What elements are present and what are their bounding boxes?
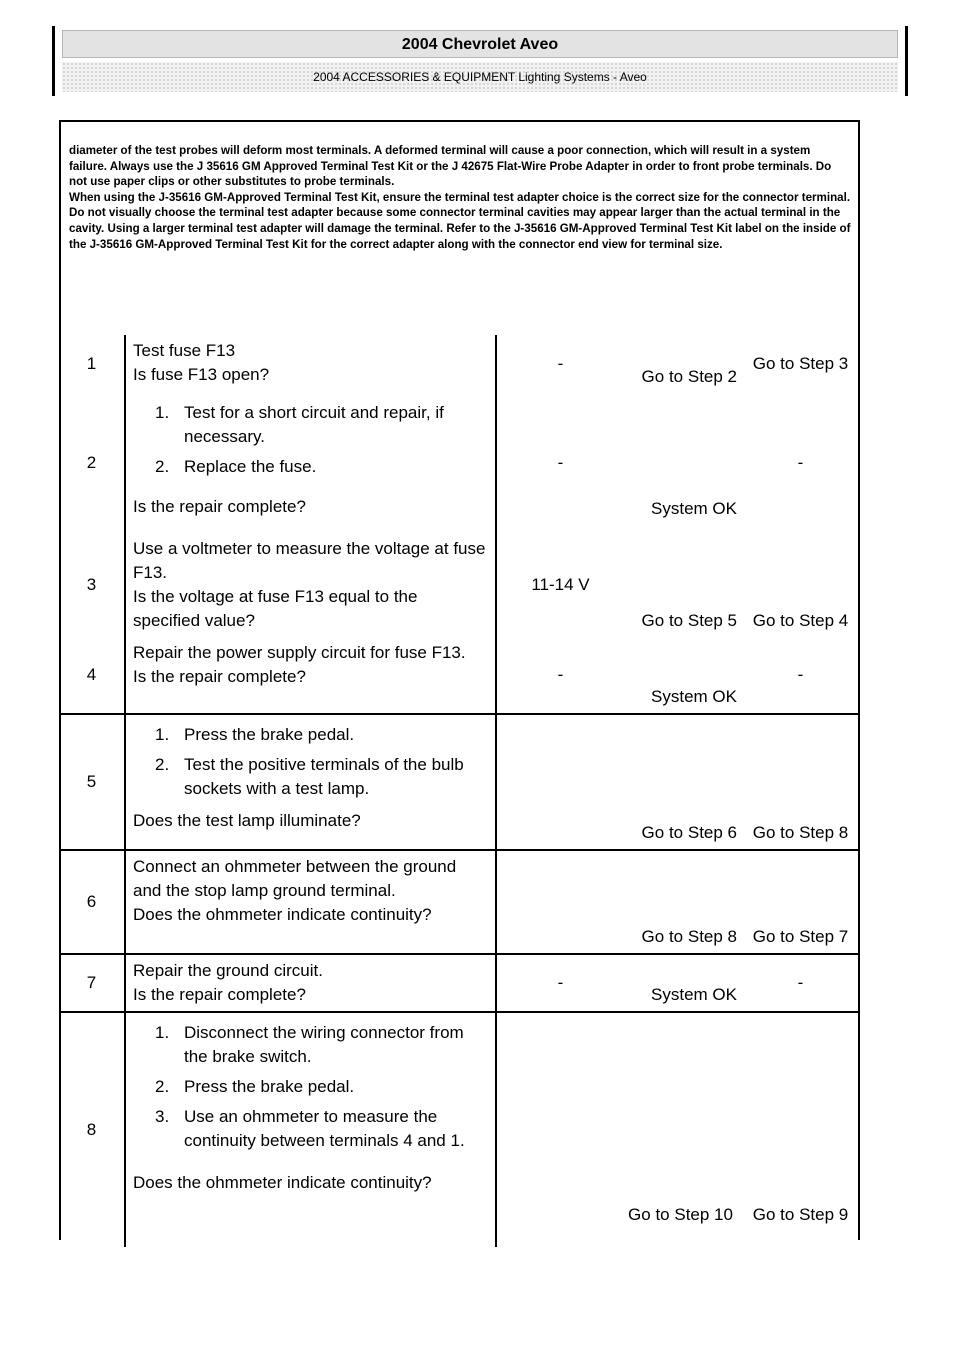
action-question: Does the test lamp illuminate?	[133, 811, 361, 830]
action-line: Use a voltmeter to measure the voltage at fuse F13.	[133, 539, 486, 582]
step-action	[125, 850, 496, 954]
table-row	[59, 714, 860, 850]
step-number: 5	[59, 714, 125, 850]
diagnostic-table	[59, 335, 860, 1247]
step-number: 3	[59, 533, 125, 637]
step-value	[496, 714, 624, 850]
table-row	[59, 954, 860, 1012]
step-yes: Go to Step 10	[624, 1012, 741, 1247]
action-line: Connect an ohmmeter between the ground and the stop lamp ground terminal.	[133, 857, 457, 900]
table-row	[59, 637, 860, 714]
list-item: 3. Use an ohmmeter to measure the continuity between terminals 4 and 1.	[155, 1107, 465, 1150]
step-number: 2	[59, 393, 125, 533]
action-list	[133, 1021, 489, 1153]
action-question: Is the voltage at fuse F13 equal to the specified value?	[133, 587, 418, 630]
action-list	[133, 401, 489, 479]
step-value	[496, 1012, 624, 1247]
action-line: Repair the ground circuit.	[133, 961, 323, 980]
step-number: 6	[59, 850, 125, 954]
step-action	[125, 1012, 496, 1247]
step-action	[125, 393, 496, 533]
step-value: 11-14 V	[531, 575, 590, 594]
step-yes: System OK	[651, 687, 737, 706]
step-action	[125, 954, 496, 1012]
step-action	[125, 714, 496, 850]
list-item: 1. Press the brake pedal.	[155, 725, 355, 744]
header-right-border	[905, 26, 908, 96]
action-question: Is the repair complete?	[133, 667, 306, 686]
step-number: 8	[59, 1012, 125, 1247]
step-yes: Go to Step 8	[624, 850, 741, 954]
action-list	[133, 723, 489, 801]
list-item: 1. Test for a short circuit and repair, if necessary.	[155, 403, 444, 446]
step-action	[125, 335, 496, 393]
action-line: Test fuse F13	[133, 341, 236, 360]
step-yes: Go to Step 2	[641, 367, 737, 386]
step-yes: System OK	[651, 499, 737, 518]
step-no: Go to Step 7	[741, 850, 860, 954]
action-question: Is the repair complete?	[133, 985, 306, 1004]
table-row	[59, 335, 860, 393]
step-no: -	[797, 665, 804, 684]
list-item: 2. Replace the fuse.	[155, 457, 317, 476]
page-title: 2004 Chevrolet Aveo	[62, 30, 898, 58]
page-subtitle: 2004 ACCESSORIES & EQUIPMENT Lighting Systems - Aveo	[62, 62, 898, 92]
step-number: 4	[59, 637, 125, 714]
notice-paragraph-2: When using the J-35616 GM-Approved Terminal Test Kit, ensure the terminal test adapter choice is the correct size for the connector terminal. Do not visually choose the terminal test adapter because some connector terminal cavities may appear larger than the actual terminal in the cavity. Using a larger terminal test adapter will damage the terminal. Refer to the J-35616 GM-Approved Terminal Test Kit label on the inside of the J-35616 GM-Approved Terminal Test Kit for the correct adapter along with the connector end view for terminal size.	[69, 190, 851, 251]
step-yes: Go to Step 5	[641, 611, 737, 630]
step-number: 1	[59, 335, 125, 393]
step-value: -	[557, 453, 564, 472]
caution-notice	[69, 143, 851, 252]
notice-paragraph-1: diameter of the test probes will deform most terminals. A deformed terminal will cause a poor connection, which will result in a system failure. Always use the J 35616 GM Approved Terminal Test Kit or the J 42675 Flat-Wire Probe Adapter in order to front probe terminals. Do not use paper clips or other substitutes to probe terminals.	[69, 144, 832, 189]
list-item: 2. Press the brake pedal.	[155, 1077, 355, 1096]
step-no: Go to Step 8	[741, 714, 860, 850]
step-value	[496, 850, 624, 954]
action-question: Is the repair complete?	[133, 497, 306, 516]
step-no: -	[741, 954, 860, 1012]
step-yes: System OK	[624, 954, 741, 1012]
table-row	[59, 533, 860, 637]
top-rule	[59, 120, 860, 122]
action-line: Repair the power supply circuit for fuse F13.	[133, 643, 466, 662]
list-item: 2. Test the positive terminals of the bulb sockets with a test lamp.	[155, 755, 464, 798]
step-value: -	[557, 665, 564, 684]
step-no: Go to Step 4	[752, 611, 849, 630]
action-question: Does the ohmmeter indicate continuity?	[133, 1173, 432, 1192]
action-question: Does the ohmmeter indicate continuity?	[133, 905, 432, 924]
step-yes: Go to Step 6	[624, 714, 741, 850]
step-value: -	[557, 354, 564, 373]
table-row	[59, 850, 860, 954]
step-action	[125, 637, 496, 714]
step-no: Go to Step 3	[752, 354, 849, 373]
header-left-border	[52, 26, 55, 96]
table-row	[59, 393, 860, 533]
step-no: -	[797, 453, 804, 472]
step-no: Go to Step 9	[741, 1012, 860, 1247]
step-number: 7	[59, 954, 125, 1012]
step-action	[125, 533, 496, 637]
action-question: Is fuse F13 open?	[133, 365, 270, 384]
table-row	[59, 1012, 860, 1247]
list-item: 1. Disconnect the wiring connector from the brake switch.	[155, 1023, 464, 1066]
step-value: -	[496, 954, 624, 1012]
